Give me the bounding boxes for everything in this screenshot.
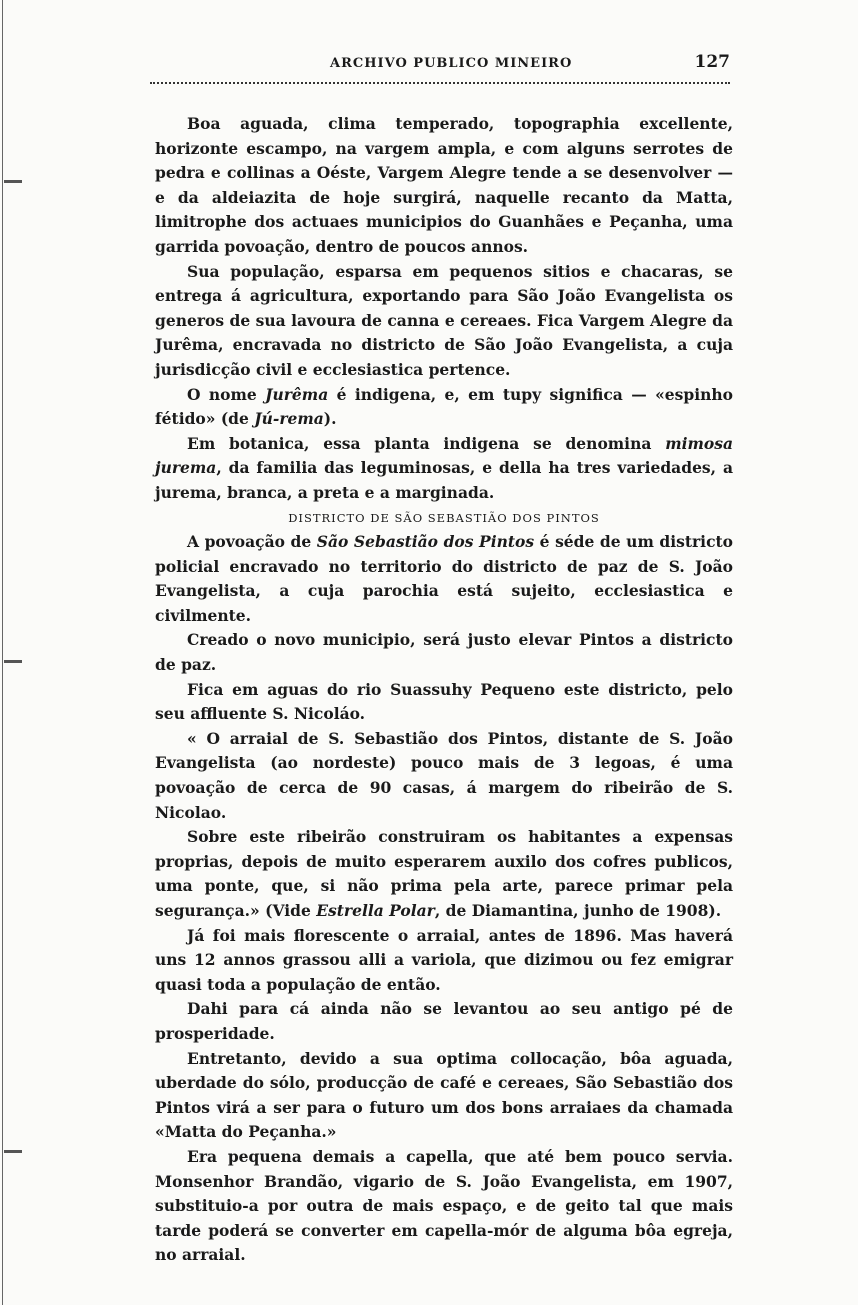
paragraph: Em botanica, essa planta indigena se denomina mimosa jurema, da familia das leguminosas, e della ha tres variedades, a jurema, branca, a preta e a marginada. bbox=[155, 433, 733, 502]
italic-term: mimosa jurema bbox=[155, 433, 733, 478]
paragraph: A povoação de São Sebastião dos Pintos é séde de um districto policial encravado no territorio do districto de paz de S. João Evangelista, a cuja parochia está sujeito, ecclesiastica e civilmente. bbox=[155, 532, 734, 625]
paragraph: O nome Jurêma é indigena, e, em tupy significa — «espinho fétido» (de Jú-rema). bbox=[155, 384, 734, 429]
edge-mark bbox=[4, 1150, 22, 1153]
paragraph: Já foi mais florescente o arraial, antes de 1896. Mas haverá uns 12 annos grassou alli a variola, que dizimou ou fez emigrar quasi toda a população de então. bbox=[155, 925, 733, 994]
paragraph: Creado o novo municipio, será justo elevar Pintos a districto de paz. bbox=[155, 630, 733, 675]
paragraph: Fica em aguas do rio Suassuhy Pequeno este districto, pelo seu affluente S. Nicoláo. bbox=[155, 679, 733, 724]
page-number: 127 bbox=[694, 52, 730, 72]
running-title: ARCHIVO PUBLICO MINEIRO bbox=[330, 56, 573, 71]
page-header bbox=[150, 52, 730, 78]
section-title: DISTRICTO DE SÃO SEBASTIÃO DOS PINTOS bbox=[288, 510, 600, 525]
body-text bbox=[155, 112, 733, 1268]
paragraph: Sua população, esparsa em pequenos sitios e chacaras, se entrega á agricultura, exportando para São João Evangelista os generos de sua lavoura de canna e cereaes. Fica Vargem Alegre da Jurêma, encravada no districto de São João Evangelista, a cuja jurisdicção civil e ecclesiastica pertence. bbox=[155, 261, 733, 379]
paragraph: Dahi para cá ainda não se levantou ao seu antigo pé de prosperidade. bbox=[155, 999, 733, 1043]
page-edge-line bbox=[2, 0, 3, 1305]
paragraph: Boa aguada, clima temperado, topographia excellente, horizonte escampo, na vargem ampla, e com alguns serrotes de pedra e collinas a Oéste, Vargem Alegre tende a se desenvolver — e da aldeiazita de hoje surgirá, naquelle recanto da Matta, limitrophe dos actuaes municipios do Guanhães e Peçanha, uma garrida povoação, dentro de poucos annos. bbox=[155, 114, 733, 256]
edge-mark bbox=[4, 660, 22, 663]
italic-term: Estrella Polar bbox=[316, 901, 435, 920]
paragraph: Sobre este ribeirão construiram os habitantes a expensas proprias, depois de muito esperarem auxilo dos cofres publicos, uma ponte, que, si não prima pela arte, parece primar pela segurança.» (Vide Estrella Polar, de Diamantina, junho de 1908). bbox=[155, 827, 733, 920]
header-rule bbox=[150, 82, 730, 84]
italic-term: Jú-rema bbox=[254, 409, 324, 429]
italic-term: São Sebastião dos Pintos bbox=[316, 532, 535, 552]
paragraph: « O arraial de S. Sebastião dos Pintos, distante de S. João Evangelista (ao nordeste) pouco mais de 3 legoas, é uma povoação de cerca de 90 casas, á margem do ribeirão de S. Nicolao. bbox=[155, 728, 733, 822]
paragraph: Entretanto, devido a sua optima collocação, bôa aguada, uberdade do sólo, producção de café e cereaes, São Sebastião dos Pintos virá a ser para o futuro um dos bons arraiaes da chamada «Matta do Peçanha.» bbox=[155, 1048, 733, 1142]
edge-mark bbox=[4, 180, 22, 183]
italic-term: Jurêma bbox=[265, 384, 329, 404]
paragraph: Era pequena demais a capella, que até bem pouco servia. Monsenhor Brandão, vigario de S. João Evangelista, em 1907, substituio-a por outra de mais espaço, e de geito tal que mais tarde poderá se converter em capella-mór de alguma bôa egreja, no arraial. bbox=[155, 1146, 733, 1265]
